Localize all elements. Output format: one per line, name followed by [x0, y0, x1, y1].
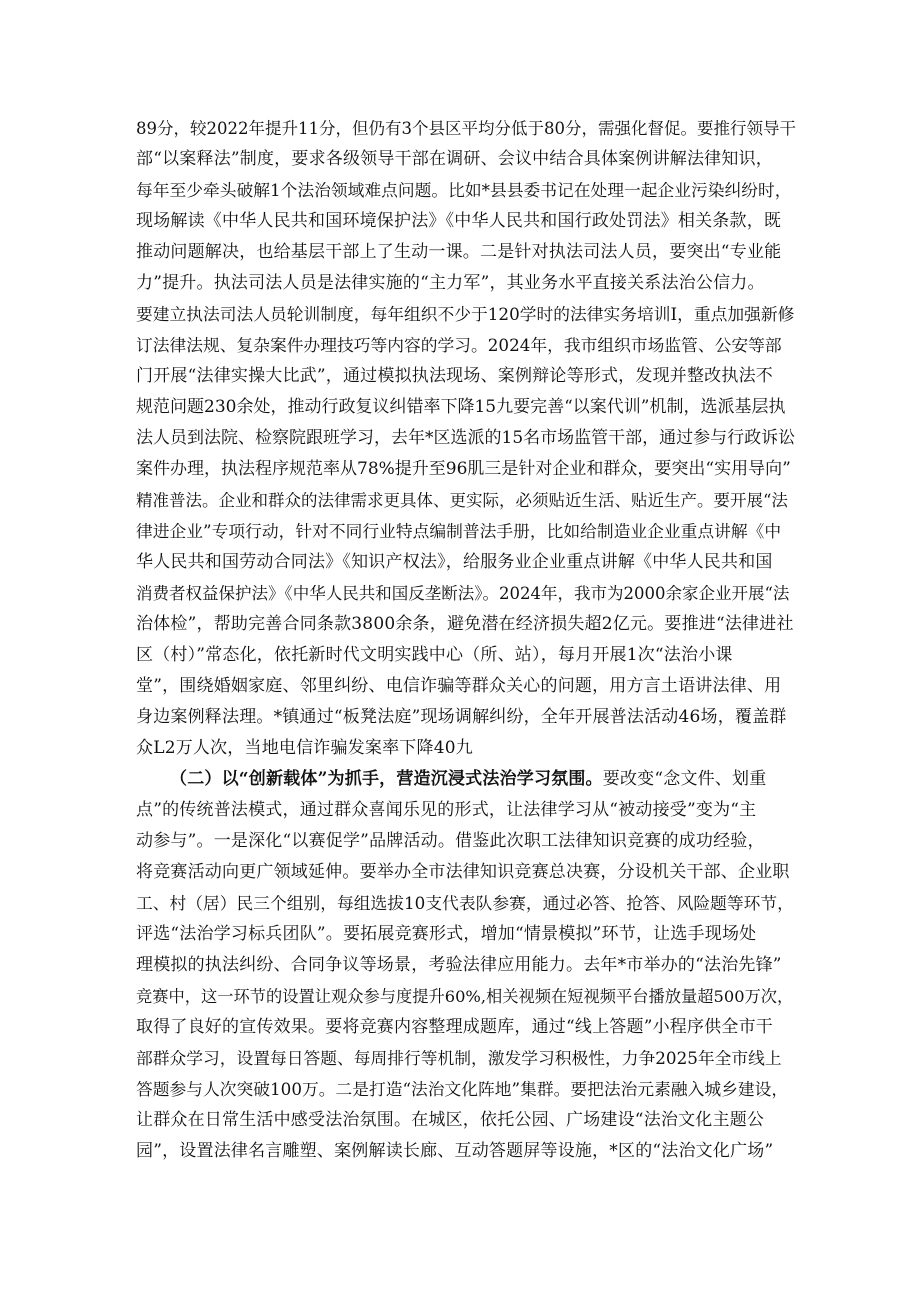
- paragraph-1: [136, 113, 796, 764]
- text-line: 现场解读《中华人民共和国环境保护法》《中华人民共和国行政处罚法》相关条款，既: [136, 211, 782, 231]
- text-line: 要建立执法司法人员轮训制度，每年组织不少于120学时的法律实务培训I，重点加强新修: [136, 304, 795, 324]
- text-line: 华人民共和国劳动合同法》《知识产权法》，给服务业企业重点讲解《中华人民共和国: [136, 552, 773, 572]
- text-line: 理模拟的执法纠纷、合同争议等场景，考验法律应用能力。去年*市举办的“法治先锋”: [136, 955, 782, 975]
- paragraph-2: [136, 764, 796, 1167]
- text-line: 答题参与人次突破100万。二是打造“法治文化阵地”集群。要把法治元素融入城乡建设，: [136, 1079, 789, 1099]
- text-line: 园”，设置法律名言雕塑、案例解读长廊、互动答题屏等设施，*区的“法治文化广场”: [136, 1141, 774, 1161]
- text-line: 点”的传统普法模式，通过群众喜闻乐见的形式，让法律学习从“被动接受”变为“主: [136, 800, 757, 820]
- text-line: 身边案例释法理。*镇通过“板凳法庭”现场调解纠纷，全年开展普法活动46场，覆盖群: [136, 707, 787, 727]
- text-line: 部“以案释法”制度，要求各级领导干部在调研、会议中结合具体案例讲解法律知识，: [136, 149, 773, 169]
- text-line: 力”提升。执法司法人员是法律实施的“主力军”，其业务水平直接关系法治公信力。: [136, 273, 765, 293]
- text-line: 规范问题230余处，推动行政复议纠错率下降15九要完善“以案代训”机制，选派基层执: [136, 397, 786, 417]
- text-line: 律进企业”专项行动，针对不同行业特点编制普法手册，比如给制造业企业重点讲解《中: [136, 521, 782, 541]
- text-line: 区（村）”常态化，依托新时代文明实践中心（所、站），每月开展1次“法治小课: [136, 645, 733, 665]
- heading-line-rest: 要改变“念文件、划重: [602, 769, 767, 789]
- text-line: 部群众学习，设置每日答题、每周排行等机制，激发学习积极性，力争2025年全市线上: [136, 1048, 782, 1068]
- text-line: 每年至少牵头破解1个法治领域难点问题。比如*县县委书记在处理一起企业污染纠纷时，: [136, 180, 792, 200]
- text-line: 消费者权益保护法》《中华人民共和国反垄断法》。2024年，我市为2000余家企业开展“法: [136, 584, 790, 603]
- text-line: 竞赛中，这一环节的设置让观众参与度提升60%,相关视频在短视频平台播放量超500万次，: [136, 987, 794, 1006]
- text-line: 工、村（居）民三个组别，每组选拔10支代表队参赛，通过必答、抢答、风险题等环节，: [136, 893, 794, 913]
- text-line: 众L2万人次，当地电信诈骗发案率下降40九: [136, 738, 473, 758]
- text-line: 动参与”。一是深化“以赛促学”品牌活动。借鉴此次职工法律知识竞赛的成功经验，: [136, 831, 765, 851]
- section-heading-line: [136, 764, 796, 795]
- text-line: 取得了良好的宣传效果。要将竞赛内容整理成题库，通过“线上答题”小程序供全市干: [136, 1017, 773, 1037]
- text-line: 法人员到法院、检察院跟班学习，去年*区选派的15名市场监管干部，通过参与行政诉讼: [136, 428, 796, 448]
- text-line: 治体检”，帮助完善合同条款3800余条，避免潜在经济损失超2亿元。要推进“法律进社: [136, 614, 794, 634]
- text-line: 订法律法规、复杂案件办理技巧等内容的学习。2024年，我市组织市场监管、公安等部: [136, 335, 782, 355]
- text-line: 评选“法治学习标兵团队”。要拓展竞赛形式，增加“情景模拟”环节，让选手现场处: [136, 924, 757, 944]
- section-heading: （二）以“创新载体”为抓手，营造沉浸式法治学习氛围。: [170, 769, 603, 789]
- document-body: [136, 113, 796, 1167]
- text-line: 门开展“法律实操大比武”，通过模拟执法现场、案例辩论等形式，发现并整改执法不: [136, 366, 773, 386]
- text-line: 让群众在日常生活中感受法治氛围。在城区，依托公园、广场建设“法治文化主题公: [136, 1110, 765, 1130]
- text-line: 精准普法。企业和群众的法律需求更具体、更实际，必须贴近生活、贴近生产。要开展“法: [136, 491, 788, 510]
- text-line: 89分，较2022年提升11分，但仍有3个县区平均分低于80分，需强化督促。要推行领导干: [136, 119, 796, 138]
- text-line: 堂”，围绕婚姻家庭、邻里纠纷、电信诈骗等群众关心的问题，用方言土语讲法律、用: [136, 676, 782, 696]
- text-line: 将竞赛活动向更广领域延伸。要举办全市法律知识竞赛总决赛，分设机关干部、企业职: [136, 862, 790, 882]
- text-line: 推动问题解决，也给基层干部上了生动一课。二是针对执法司法人员，要突出“专业能: [136, 242, 782, 262]
- text-line: 案件办理，执法程序规范率从78%提升至96肌三是针对企业和群众，要突出“实用导向”: [136, 459, 791, 479]
